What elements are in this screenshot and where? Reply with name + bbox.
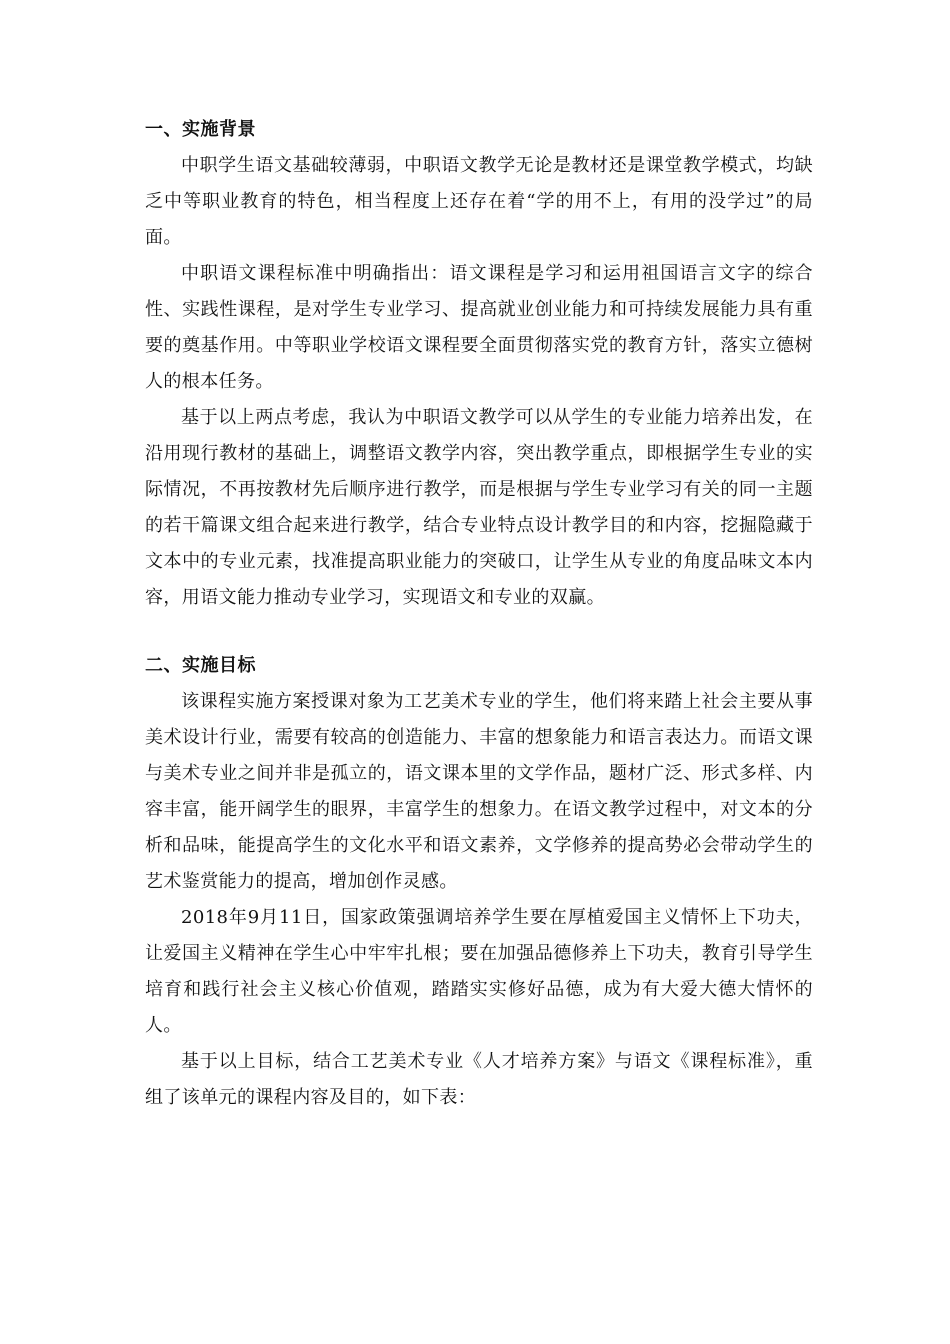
- paragraph: 2018年9月11日，国家政策强调培养学生要在厚植爱国主义情怀上下功夫，让爱国主义精神在学生心中牢牢扎根；要在加强品德修养上下功夫，教育引导学生培育和践行社会主义核心价值观，踏踏实实修好品德，成为有大爱大德大情怀的人。: [145, 907, 813, 1036]
- section-implementation-background: [145, 112, 813, 616]
- paragraph: 中职语文课程标准中明确指出：语文课程是学习和运用祖国语言文字的综合性、实践性课程，是对学生专业学习、提高就业创业能力和可持续发展能力具有重要的奠基作用。中等职业学校语文课程要全面贯彻落实党的教育方针，落实立德树人的根本任务。: [145, 263, 813, 392]
- paragraph: 基于以上两点考虑，我认为中职语文教学可以从学生的专业能力培养出发，在沿用现行教材的基础上，调整语文教学内容，突出教学重点，即根据学生专业的实际情况，不再按教材先后顺序进行教学，而是根据与学生专业学习有关的同一主题的若干篇课文组合起来进行教学，结合专业特点设计教学目的和内容，挖掘隐藏于文本中的专业元素，找准提高职业能力的突破口，让学生从专业的角度品味文本内容，用语文能力推动专业学习，实现语文和专业的双赢。: [145, 407, 813, 608]
- paragraph: 该课程实施方案授课对象为工艺美术专业的学生，他们将来踏上社会主要从事美术设计行业，需要有较高的创造能力、丰富的想象能力和语言表达力。而语文课与美术专业之间并非是孤立的，语文课本里的文学作品，题材广泛、形式多样、内容丰富，能开阔学生的眼界，丰富学生的想象力。在语文教学过程中，对文本的分析和品味，能提高学生的文化水平和语文素养，文学修养的提高势必会带动学生的艺术鉴赏能力的提高，增加创作灵感。: [145, 691, 813, 892]
- paragraph: 基于以上目标，结合工艺美术专业《人才培养方案》与语文《课程标准》，重组了该单元的课程内容及目的，如下表：: [145, 1051, 813, 1108]
- paragraph: 中职学生语文基础较薄弱，中职语文教学无论是教材还是课堂教学模式，均缺乏中等职业教育的特色，相当程度上还存在着“学的用不上，有用的没学过”的局面。: [145, 155, 813, 248]
- section-heading: 二、实施目标: [145, 655, 256, 676]
- section-heading: 一、实施背景: [145, 119, 256, 140]
- document-page: [145, 112, 813, 1116]
- section-implementation-goals: [145, 648, 813, 1116]
